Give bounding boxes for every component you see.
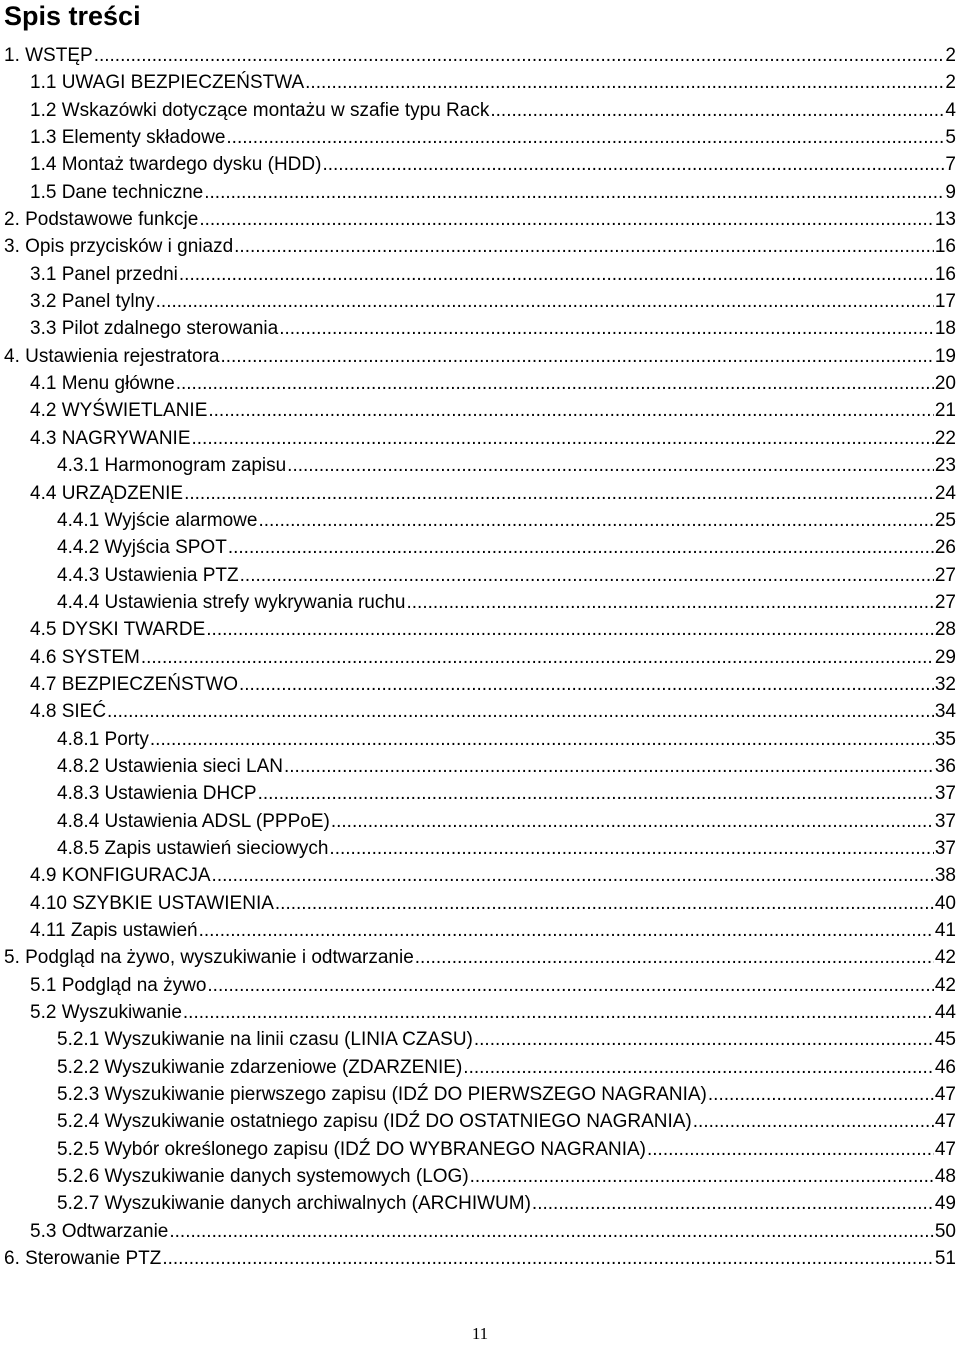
- toc-entry-title: 5.2.1 Wyszukiwanie na linii czasu (LINIA CZASU): [57, 1029, 473, 1051]
- toc-dot-leader: [179, 261, 934, 288]
- toc-entry-title: 4.6 SYSTEM: [30, 646, 140, 668]
- toc-entry-page: 29: [934, 646, 956, 668]
- toc-entry-title: 4. Ustawienia rejestratora: [4, 345, 220, 367]
- table-of-contents: [0, 42, 960, 1272]
- toc-dot-leader: [474, 1026, 934, 1053]
- toc-entry-page: 28: [934, 619, 956, 641]
- toc-dot-leader: [156, 288, 934, 315]
- toc-entry-title: 3.3 Pilot zdalnego sterowania: [30, 318, 279, 340]
- toc-entry-title: 4.8.4 Ustawienia ADSL (PPPoE): [57, 810, 330, 832]
- toc-entry-page: 47: [934, 1084, 956, 1106]
- toc-entry-title: 4.8 SIEĆ: [30, 701, 107, 723]
- toc-entry-title: 4.9 KONFIGURACJA: [30, 865, 211, 887]
- toc-dot-leader: [239, 671, 934, 698]
- toc-dot-leader: [406, 589, 933, 616]
- toc-dot-leader: [275, 890, 934, 917]
- toc-entry-page: 32: [934, 673, 956, 695]
- toc-entry-page: 44: [934, 1002, 956, 1024]
- toc-entry-title: 4.7 BEZPIECZEŃSTWO: [30, 673, 238, 695]
- toc-entry[interactable]: [0, 1081, 960, 1108]
- toc-entry[interactable]: [0, 808, 960, 835]
- toc-dot-leader: [284, 753, 934, 780]
- toc-entry-title: 4.4 URZĄDZENIE: [30, 482, 184, 504]
- toc-dot-leader: [176, 370, 934, 397]
- toc-entry[interactable]: [0, 397, 960, 424]
- toc-entry[interactable]: [0, 562, 960, 589]
- toc-entry[interactable]: [0, 42, 960, 69]
- toc-entry-page: 42: [934, 974, 956, 996]
- toc-entry-page: 34: [934, 701, 956, 723]
- toc-dot-leader: [322, 151, 944, 178]
- toc-entry-page: 2: [945, 45, 956, 66]
- toc-entry-title: 1.3 Elementy składowe: [30, 127, 226, 149]
- toc-entry[interactable]: [0, 726, 960, 753]
- toc-entry[interactable]: [0, 179, 960, 206]
- toc-entry[interactable]: [0, 1163, 960, 1190]
- toc-entry-title: 4.4.1 Wyjście alarmowe: [57, 509, 258, 531]
- toc-entry[interactable]: [0, 944, 960, 971]
- toc-dot-leader: [470, 1163, 934, 1190]
- toc-entry-page: 5: [945, 127, 956, 149]
- toc-entry[interactable]: [0, 507, 960, 534]
- toc-entry-page: 40: [934, 892, 956, 914]
- toc-entry-page: 41: [934, 920, 956, 941]
- toc-title: Spis treści: [4, 1, 141, 31]
- toc-dot-leader: [94, 42, 945, 69]
- toc-entry[interactable]: [0, 616, 960, 643]
- toc-entry-title: 4.3 NAGRYWANIE: [30, 427, 191, 449]
- toc-dot-leader: [490, 97, 944, 124]
- toc-entry-title: 4.3.1 Harmonogram zapisu: [57, 455, 287, 477]
- toc-entry[interactable]: [0, 1245, 960, 1272]
- toc-dot-leader: [192, 425, 934, 452]
- toc-dot-leader: [220, 343, 933, 370]
- toc-dot-leader: [162, 1245, 934, 1272]
- toc-entry[interactable]: [0, 343, 960, 370]
- toc-entry-page: 35: [934, 728, 956, 750]
- toc-dot-leader: [258, 507, 933, 534]
- toc-entry[interactable]: [0, 1108, 960, 1135]
- toc-entry-title: 5.2.5 Wybór określonego zapisu (IDŹ DO WYBRANEGO NAGRANIA): [57, 1138, 646, 1160]
- toc-entry-page: 37: [934, 837, 956, 859]
- toc-entry-page: 13: [934, 209, 956, 231]
- toc-entry-title: 3. Opis przycisków i gniazd: [4, 236, 234, 258]
- toc-entry-title: 5.2.4 Wyszukiwanie ostatniego zapisu (IDŹ DO OSTATNIEGO NAGRANIA): [57, 1111, 692, 1133]
- toc-entry[interactable]: [0, 780, 960, 807]
- toc-entry[interactable]: [0, 698, 960, 725]
- toc-entry-page: 48: [934, 1166, 956, 1188]
- toc-entry[interactable]: [0, 753, 960, 780]
- toc-entry-page: 24: [934, 482, 956, 504]
- toc-entry-page: 27: [934, 564, 956, 586]
- toc-entry-page: 2: [945, 72, 956, 94]
- toc-entry-page: 9: [945, 181, 956, 203]
- toc-entry-page: 18: [934, 318, 956, 340]
- toc-entry-page: 36: [934, 755, 956, 777]
- toc-dot-leader: [141, 644, 934, 671]
- toc-dot-leader: [204, 179, 944, 206]
- toc-entry[interactable]: [0, 206, 960, 233]
- toc-entry-title: 1.4 Montaż twardego dysku (HDD): [30, 154, 322, 176]
- toc-entry[interactable]: [0, 1054, 960, 1081]
- toc-entry-title: 4.2 WYŚWIETLANIE: [30, 400, 208, 422]
- toc-entry-title: 1. WSTĘP: [4, 45, 93, 66]
- toc-entry-page: 38: [934, 865, 956, 887]
- toc-dot-leader: [287, 452, 934, 479]
- toc-entry-title: 3.1 Panel przedni: [30, 263, 178, 285]
- toc-dot-leader: [532, 1190, 934, 1217]
- page-number: 11: [471, 1324, 489, 1343]
- toc-entry-title: 4.8.2 Ustawienia sieci LAN: [57, 755, 283, 777]
- toc-entry[interactable]: [0, 370, 960, 397]
- toc-entry-title: 2. Podstawowe funkcje: [4, 209, 199, 231]
- toc-entry-page: 47: [934, 1138, 956, 1160]
- toc-entry-title: 5.2 Wyszukiwanie: [30, 1002, 182, 1024]
- toc-entry-page: 27: [934, 591, 956, 613]
- toc-dot-leader: [212, 862, 934, 889]
- toc-entry[interactable]: [0, 1136, 960, 1163]
- toc-entry[interactable]: [0, 233, 960, 260]
- toc-entry[interactable]: [0, 917, 960, 944]
- toc-entry-page: 49: [934, 1193, 956, 1215]
- toc-dot-leader: [226, 124, 944, 151]
- toc-entry-title: 4.11 Zapis ustawień: [30, 920, 198, 941]
- toc-dot-leader: [331, 808, 934, 835]
- toc-entry-page: 26: [934, 537, 956, 559]
- toc-entry-page: 19: [934, 345, 956, 367]
- toc-dot-leader: [693, 1108, 934, 1135]
- toc-entry[interactable]: [0, 671, 960, 698]
- toc-entry-title: 5.1 Podgląd na żywo: [30, 974, 207, 996]
- toc-entry-title: 1.1 UWAGI BEZPIECZEŃSTWA: [30, 72, 305, 94]
- toc-entry-title: 4.10 SZYBKIE USTAWIENIA: [30, 892, 274, 914]
- toc-dot-leader: [183, 999, 934, 1026]
- toc-entry[interactable]: [0, 644, 960, 671]
- toc-entry[interactable]: [0, 589, 960, 616]
- toc-entry[interactable]: [0, 890, 960, 917]
- toc-entry[interactable]: [0, 288, 960, 315]
- toc-entry[interactable]: [0, 97, 960, 124]
- toc-entry[interactable]: [0, 480, 960, 507]
- toc-entry[interactable]: [0, 999, 960, 1026]
- toc-entry-title: 1.2 Wskazówki dotyczące montażu w szafie typu Rack: [30, 99, 490, 121]
- toc-dot-leader: [258, 780, 934, 807]
- toc-entry-title: 5.2.3 Wyszukiwanie pierwszego zapisu (IDŹ DO PIERWSZEGO NAGRANIA): [57, 1084, 707, 1106]
- toc-entry-page: 51: [934, 1248, 956, 1270]
- toc-entry-title: 4.5 DYSKI TWARDE: [30, 619, 206, 641]
- toc-dot-leader: [206, 616, 934, 643]
- toc-entry-page: 37: [934, 810, 956, 832]
- toc-entry[interactable]: [0, 151, 960, 178]
- toc-entry-page: 17: [934, 291, 956, 313]
- toc-dot-leader: [415, 944, 934, 971]
- toc-entry[interactable]: [0, 1218, 960, 1245]
- toc-entry-title: 4.8.1 Porty: [57, 728, 149, 750]
- toc-entry[interactable]: [0, 452, 960, 479]
- toc-entry[interactable]: [0, 835, 960, 862]
- toc-entry-page: 20: [934, 373, 956, 395]
- toc-entry-title: 5.2.7 Wyszukiwanie danych archiwalnych (ARCHIWUM): [57, 1193, 531, 1215]
- toc-dot-leader: [305, 69, 944, 96]
- toc-entry[interactable]: [0, 261, 960, 288]
- toc-entry-title: 4.8.5 Zapis ustawień sieciowych: [57, 837, 329, 859]
- toc-dot-leader: [234, 233, 934, 260]
- toc-entry-title: 4.8.3 Ustawienia DHCP: [57, 783, 257, 805]
- toc-dot-leader: [240, 562, 934, 589]
- toc-entry-page: 16: [934, 263, 956, 285]
- toc-entry-page: 23: [934, 455, 956, 477]
- toc-dot-leader: [208, 397, 933, 424]
- toc-entry-page: 4: [945, 99, 956, 121]
- toc-entry-page: 45: [934, 1029, 956, 1051]
- toc-entry-title: 3.2 Panel tylny: [30, 291, 155, 313]
- toc-entry-page: 50: [934, 1220, 956, 1242]
- toc-entry-page: 7: [945, 154, 956, 176]
- toc-dot-leader: [184, 480, 934, 507]
- toc-dot-leader: [169, 1218, 934, 1245]
- toc-entry-title: 6. Sterowanie PTZ: [4, 1248, 162, 1270]
- toc-dot-leader: [207, 972, 933, 999]
- toc-entry[interactable]: [0, 534, 960, 561]
- toc-entry[interactable]: [0, 972, 960, 999]
- toc-entry-page: 37: [934, 783, 956, 805]
- toc-dot-leader: [199, 206, 934, 233]
- toc-entry[interactable]: [0, 1026, 960, 1053]
- toc-entry-page: 46: [934, 1056, 956, 1078]
- toc-entry[interactable]: [0, 425, 960, 452]
- toc-entry[interactable]: [0, 1190, 960, 1217]
- toc-entry-title: 4.4.4 Ustawienia strefy wykrywania ruchu: [57, 591, 406, 613]
- toc-entry-page: 42: [934, 947, 956, 969]
- toc-entry-page: 47: [934, 1111, 956, 1133]
- toc-dot-leader: [647, 1136, 934, 1163]
- toc-dot-leader: [279, 315, 934, 342]
- toc-dot-leader: [150, 726, 934, 753]
- toc-entry-page: 21: [934, 400, 956, 422]
- toc-entry-title: 1.5 Dane techniczne: [30, 181, 204, 203]
- toc-entry[interactable]: [0, 69, 960, 96]
- toc-entry-title: 4.4.2 Wyjścia SPOT: [57, 537, 227, 559]
- toc-entry-title: 5.2.2 Wyszukiwanie zdarzeniowe (ZDARZENIE): [57, 1056, 463, 1078]
- toc-dot-leader: [228, 534, 934, 561]
- toc-dot-leader: [463, 1054, 934, 1081]
- toc-entry-page: 25: [934, 509, 956, 531]
- toc-dot-leader: [199, 917, 934, 944]
- toc-entry-title: 4.4.3 Ustawienia PTZ: [57, 564, 239, 586]
- toc-dot-leader: [708, 1081, 934, 1108]
- toc-dot-leader: [107, 698, 934, 725]
- toc-entry-title: 5.2.6 Wyszukiwanie danych systemowych (LOG): [57, 1166, 469, 1188]
- toc-entry-title: 4.1 Menu główne: [30, 373, 175, 395]
- toc-entry[interactable]: [0, 124, 960, 151]
- toc-entry[interactable]: [0, 315, 960, 342]
- toc-entry-page: 16: [934, 236, 956, 258]
- toc-entry-title: 5.3 Odtwarzanie: [30, 1220, 169, 1242]
- toc-entry-page: 22: [934, 427, 956, 449]
- toc-dot-leader: [329, 835, 933, 862]
- toc-entry-title: 5. Podgląd na żywo, wyszukiwanie i odtwarzanie: [4, 947, 414, 969]
- toc-entry[interactable]: [0, 862, 960, 889]
